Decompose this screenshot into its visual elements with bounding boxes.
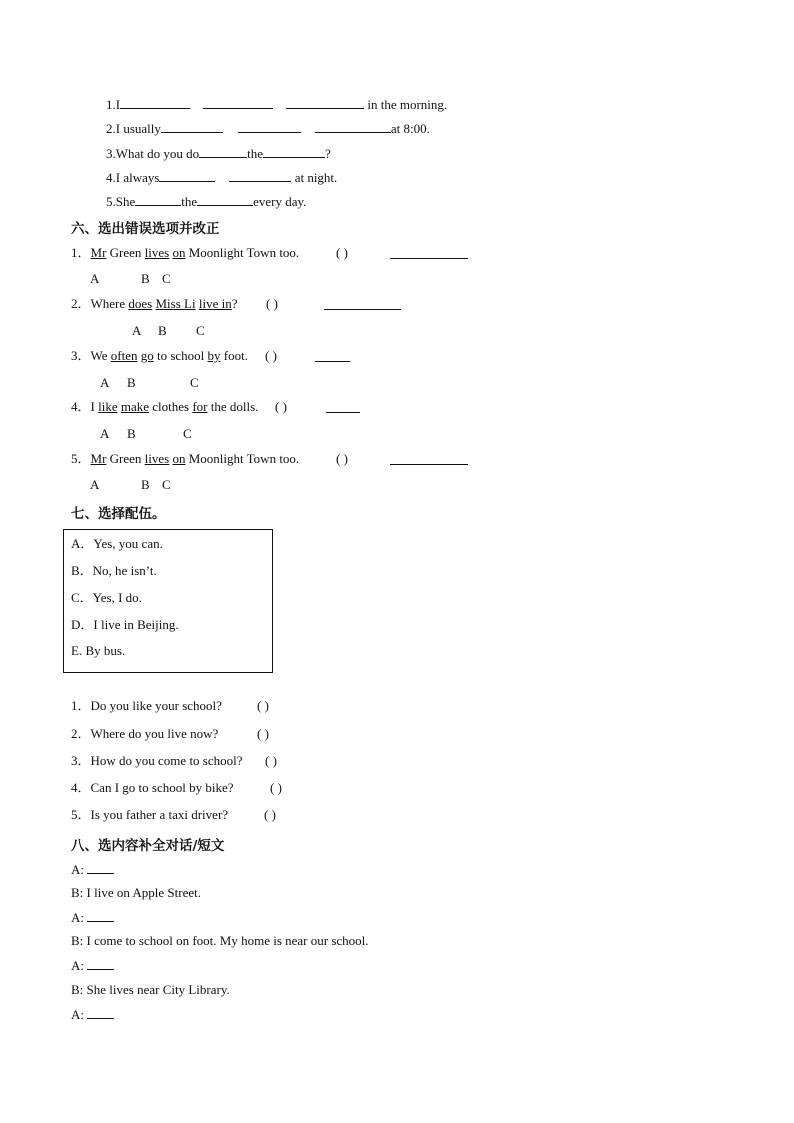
option-d: D．I live in Beijing.	[71, 617, 179, 632]
option-word-c: on	[172, 245, 186, 260]
question-text: We	[90, 348, 111, 363]
correction-blank[interactable]	[326, 400, 360, 413]
dialogue-line-a	[71, 861, 114, 878]
question-number: 4．	[71, 780, 91, 795]
answer-blank[interactable]	[135, 193, 181, 206]
match-question-4	[71, 780, 234, 796]
item-text: She	[115, 194, 136, 209]
question-number: 2．	[71, 296, 91, 311]
section-7-heading: 七、选择配伍。	[71, 506, 166, 522]
answer-blank[interactable]	[203, 96, 273, 109]
question-text: foot.	[220, 348, 248, 363]
answer-paren[interactable]: ( )	[264, 807, 276, 822]
option-letter: B	[141, 477, 150, 492]
option-word-c: for	[192, 399, 208, 414]
match-question-3	[71, 753, 243, 769]
question-text: Moonlight Town too.	[185, 245, 300, 260]
error-question-3	[71, 348, 248, 364]
question-number: 5．	[71, 807, 91, 822]
speaker-label: A:	[71, 910, 84, 925]
option-letter: C	[162, 271, 171, 286]
question-text: I	[90, 399, 99, 414]
item-number: 1.	[106, 97, 116, 112]
option-letter: A	[100, 375, 110, 390]
option-word-a: often	[110, 348, 138, 363]
dialogue-line-b	[71, 982, 230, 998]
option-word-b: make	[120, 399, 150, 414]
option-e: E. By bus.	[71, 643, 126, 658]
answer-blank[interactable]	[87, 1006, 114, 1019]
dialogue-text: She lives near City Library.	[86, 982, 230, 997]
answer-blank[interactable]	[159, 169, 215, 182]
dialogue-text: I live on Apple Street.	[86, 885, 201, 900]
question-text: Do you like your school?	[90, 698, 222, 713]
item-number: 4.	[106, 170, 116, 185]
option-letter: A	[90, 271, 100, 286]
speaker-label: A:	[71, 1007, 84, 1022]
error-question-4	[71, 399, 258, 415]
item-text: at 8:00.	[390, 121, 430, 136]
answer-blank[interactable]	[87, 861, 114, 874]
option-word-c: live in	[198, 296, 232, 311]
answer-blank[interactable]	[161, 120, 223, 133]
answer-blank[interactable]	[229, 169, 291, 182]
item-number: 3.	[106, 146, 116, 161]
answer-blank[interactable]	[199, 145, 247, 158]
answer-blank[interactable]	[286, 96, 364, 109]
option-letter: B	[127, 375, 136, 390]
question-text: Green	[106, 245, 145, 260]
item-text: What do you do	[115, 146, 200, 161]
question-number: 2．	[71, 726, 91, 741]
dialogue-line-a	[71, 909, 114, 926]
match-question-5	[71, 807, 228, 823]
dialogue-text: I come to school on foot. My home is near our school.	[86, 933, 369, 948]
option-word-b: lives	[144, 451, 170, 466]
question-text: ?	[231, 296, 238, 311]
correction-blank[interactable]	[390, 452, 468, 465]
option-word-a: does	[128, 296, 153, 311]
speaker-label: A:	[71, 862, 84, 877]
dialogue-line-a	[71, 957, 114, 974]
answer-paren[interactable]: ( )	[270, 780, 282, 795]
error-question-5	[71, 451, 299, 467]
item-text: I	[115, 97, 121, 112]
option-letter: C	[162, 477, 171, 492]
fill-item-3	[106, 145, 331, 162]
section-6-heading: 六、选出错误选项并改正	[71, 221, 220, 237]
option-b: B．No, he isn’t.	[71, 563, 157, 578]
question-number: 3．	[71, 348, 91, 363]
correction-blank[interactable]	[315, 349, 350, 362]
option-c: C．Yes, I do.	[71, 590, 142, 605]
item-number: 5.	[106, 194, 116, 209]
item-text: I always	[115, 170, 160, 185]
fill-item-5	[106, 193, 306, 210]
section-8-heading: 八、选内容补全对话/短文	[71, 838, 225, 854]
correction-blank[interactable]	[390, 246, 468, 259]
match-question-2	[71, 726, 218, 742]
answer-paren[interactable]: ( )	[336, 245, 348, 260]
fill-item-4	[106, 169, 337, 186]
option-word-b: lives	[144, 245, 170, 260]
question-text: Where	[90, 296, 129, 311]
match-question-1	[71, 698, 222, 714]
speaker-label: A:	[71, 958, 84, 973]
question-text: Where do you live now?	[90, 726, 219, 741]
error-question-2	[71, 296, 237, 312]
question-text: Can I go to school by bike?	[90, 780, 234, 795]
item-text: I usually	[115, 121, 161, 136]
option-word-a: Mr	[90, 245, 107, 260]
item-text: every day.	[253, 194, 307, 209]
option-word-b: Miss Li	[155, 296, 196, 311]
option-letter: C	[190, 375, 199, 390]
option-letter: A	[100, 426, 110, 441]
option-letter: C	[196, 323, 205, 338]
item-text: the	[181, 194, 198, 209]
answer-paren[interactable]: ( )	[336, 451, 348, 466]
question-text: How do you come to school?	[90, 753, 243, 768]
speaker-label: B:	[71, 885, 84, 900]
answer-paren[interactable]: ( )	[265, 753, 277, 768]
answer-paren[interactable]: ( )	[257, 726, 269, 741]
fill-item-1	[106, 96, 447, 113]
answer-paren[interactable]: ( )	[257, 698, 269, 713]
option-letter: B	[158, 323, 167, 338]
answer-paren[interactable]: ( )	[275, 399, 287, 414]
option-word-a: like	[98, 399, 118, 414]
item-text: ?	[325, 146, 331, 161]
question-text: Green	[106, 451, 145, 466]
option-a: A．Yes, you can.	[71, 536, 163, 551]
question-number: 4．	[71, 399, 91, 414]
answer-blank[interactable]	[120, 96, 190, 109]
option-word-c: by	[207, 348, 221, 363]
correction-blank[interactable]	[324, 297, 401, 310]
question-text: Is you father a taxi driver?	[90, 807, 229, 822]
dialogue-line-b	[71, 885, 201, 901]
question-text: to school	[153, 348, 208, 363]
item-text: the	[247, 146, 264, 161]
question-text: the dolls.	[207, 399, 259, 414]
option-word-c: on	[172, 451, 186, 466]
answer-paren[interactable]: ( )	[266, 296, 278, 311]
option-letter: B	[141, 271, 150, 286]
item-text: in the morning.	[367, 97, 448, 112]
answer-blank[interactable]	[87, 957, 114, 970]
option-word-b: go	[140, 348, 154, 363]
question-text: Moonlight Town too.	[185, 451, 300, 466]
question-text: clothes	[149, 399, 193, 414]
fill-item-2	[106, 120, 430, 137]
question-number: 1．	[71, 698, 91, 713]
option-letter: C	[183, 426, 192, 441]
speaker-label: B:	[71, 982, 84, 997]
answer-blank[interactable]	[197, 193, 253, 206]
speaker-label: B:	[71, 933, 84, 948]
answer-paren[interactable]: ( )	[265, 348, 277, 363]
item-text: at night.	[294, 170, 338, 185]
question-number: 3．	[71, 753, 91, 768]
answer-blank[interactable]	[315, 120, 391, 133]
item-number: 2.	[106, 121, 116, 136]
option-word-a: Mr	[90, 451, 107, 466]
dialogue-line-a	[71, 1006, 114, 1023]
option-letter: B	[127, 426, 136, 441]
question-number: 1．	[71, 245, 91, 260]
error-question-1	[71, 245, 299, 261]
option-letter: A	[90, 477, 100, 492]
option-letter: A	[132, 323, 142, 338]
question-number: 5．	[71, 451, 91, 466]
dialogue-line-b	[71, 933, 369, 949]
answer-blank[interactable]	[238, 120, 301, 133]
answer-blank[interactable]	[263, 145, 325, 158]
answer-blank[interactable]	[87, 909, 114, 922]
